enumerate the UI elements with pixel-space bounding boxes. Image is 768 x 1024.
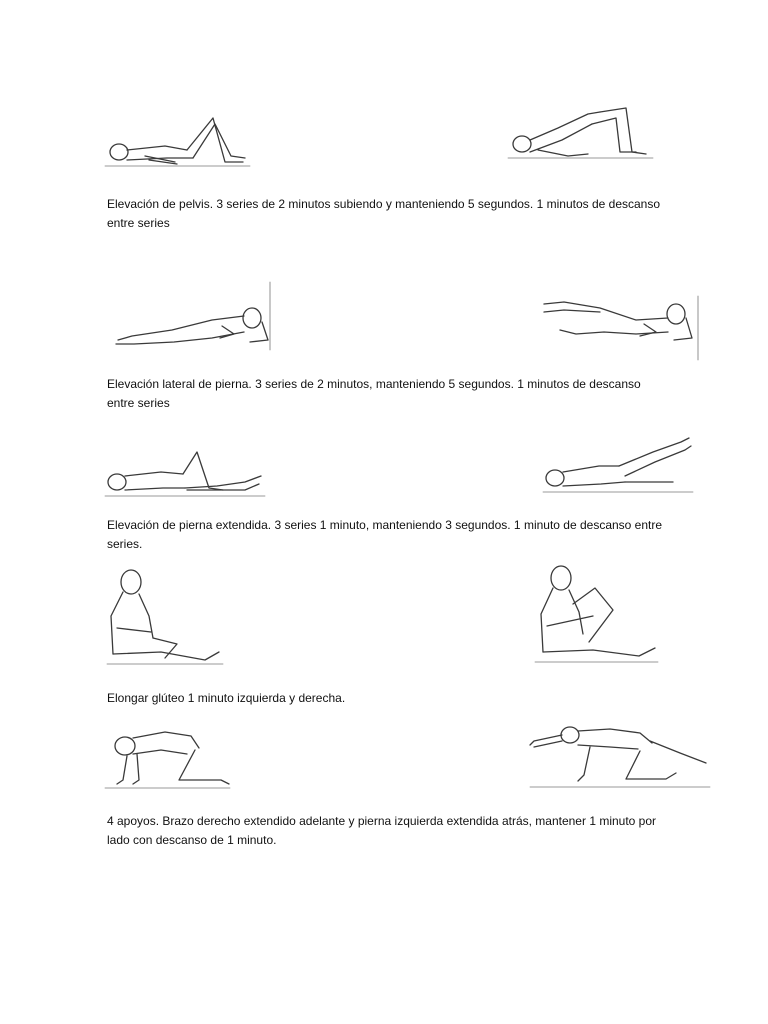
supine-straight-leg-raised-figure-icon — [543, 436, 693, 496]
exercise-caption: Elevación de pierna extendida. 3 series 1 minuto, manteniendo 3 segundos. 1 minuto de descanso entre series. — [107, 518, 663, 551]
supine-knees-bent-figure-icon — [105, 112, 250, 168]
pelvis-raised-bridge-figure-icon — [508, 104, 653, 160]
bird-dog-figure-icon — [530, 723, 710, 789]
side-lying-leg-raised-figure-icon — [540, 296, 700, 360]
supine-one-knee-bent-figure-icon — [105, 446, 265, 498]
exercise-caption: Elevación de pelvis. 3 series de 2 minutos subiendo y manteniendo 5 segundos. 1 minutos de descanso entre series — [107, 197, 661, 230]
side-lying-figure-icon — [112, 282, 272, 350]
exercise-caption: 4 apoyos. Brazo derecho extendido adelante y pierna izquierda extendida atrás, mantener 1 minuto por lado con descanso de 1 minuto. — [107, 814, 657, 847]
seated-knee-hug-figure-icon — [105, 568, 223, 670]
all-fours-figure-icon — [105, 724, 230, 790]
exercise-caption: Elongar glúteo 1 minuto izquierda y derecha. — [107, 691, 346, 705]
seated-gluteal-stretch-figure-icon — [533, 564, 658, 668]
exercise-caption: Elevación lateral de pierna. 3 series de 2 minutos, manteniendo 5 segundos. 1 minutos de descanso entre series — [107, 377, 641, 410]
